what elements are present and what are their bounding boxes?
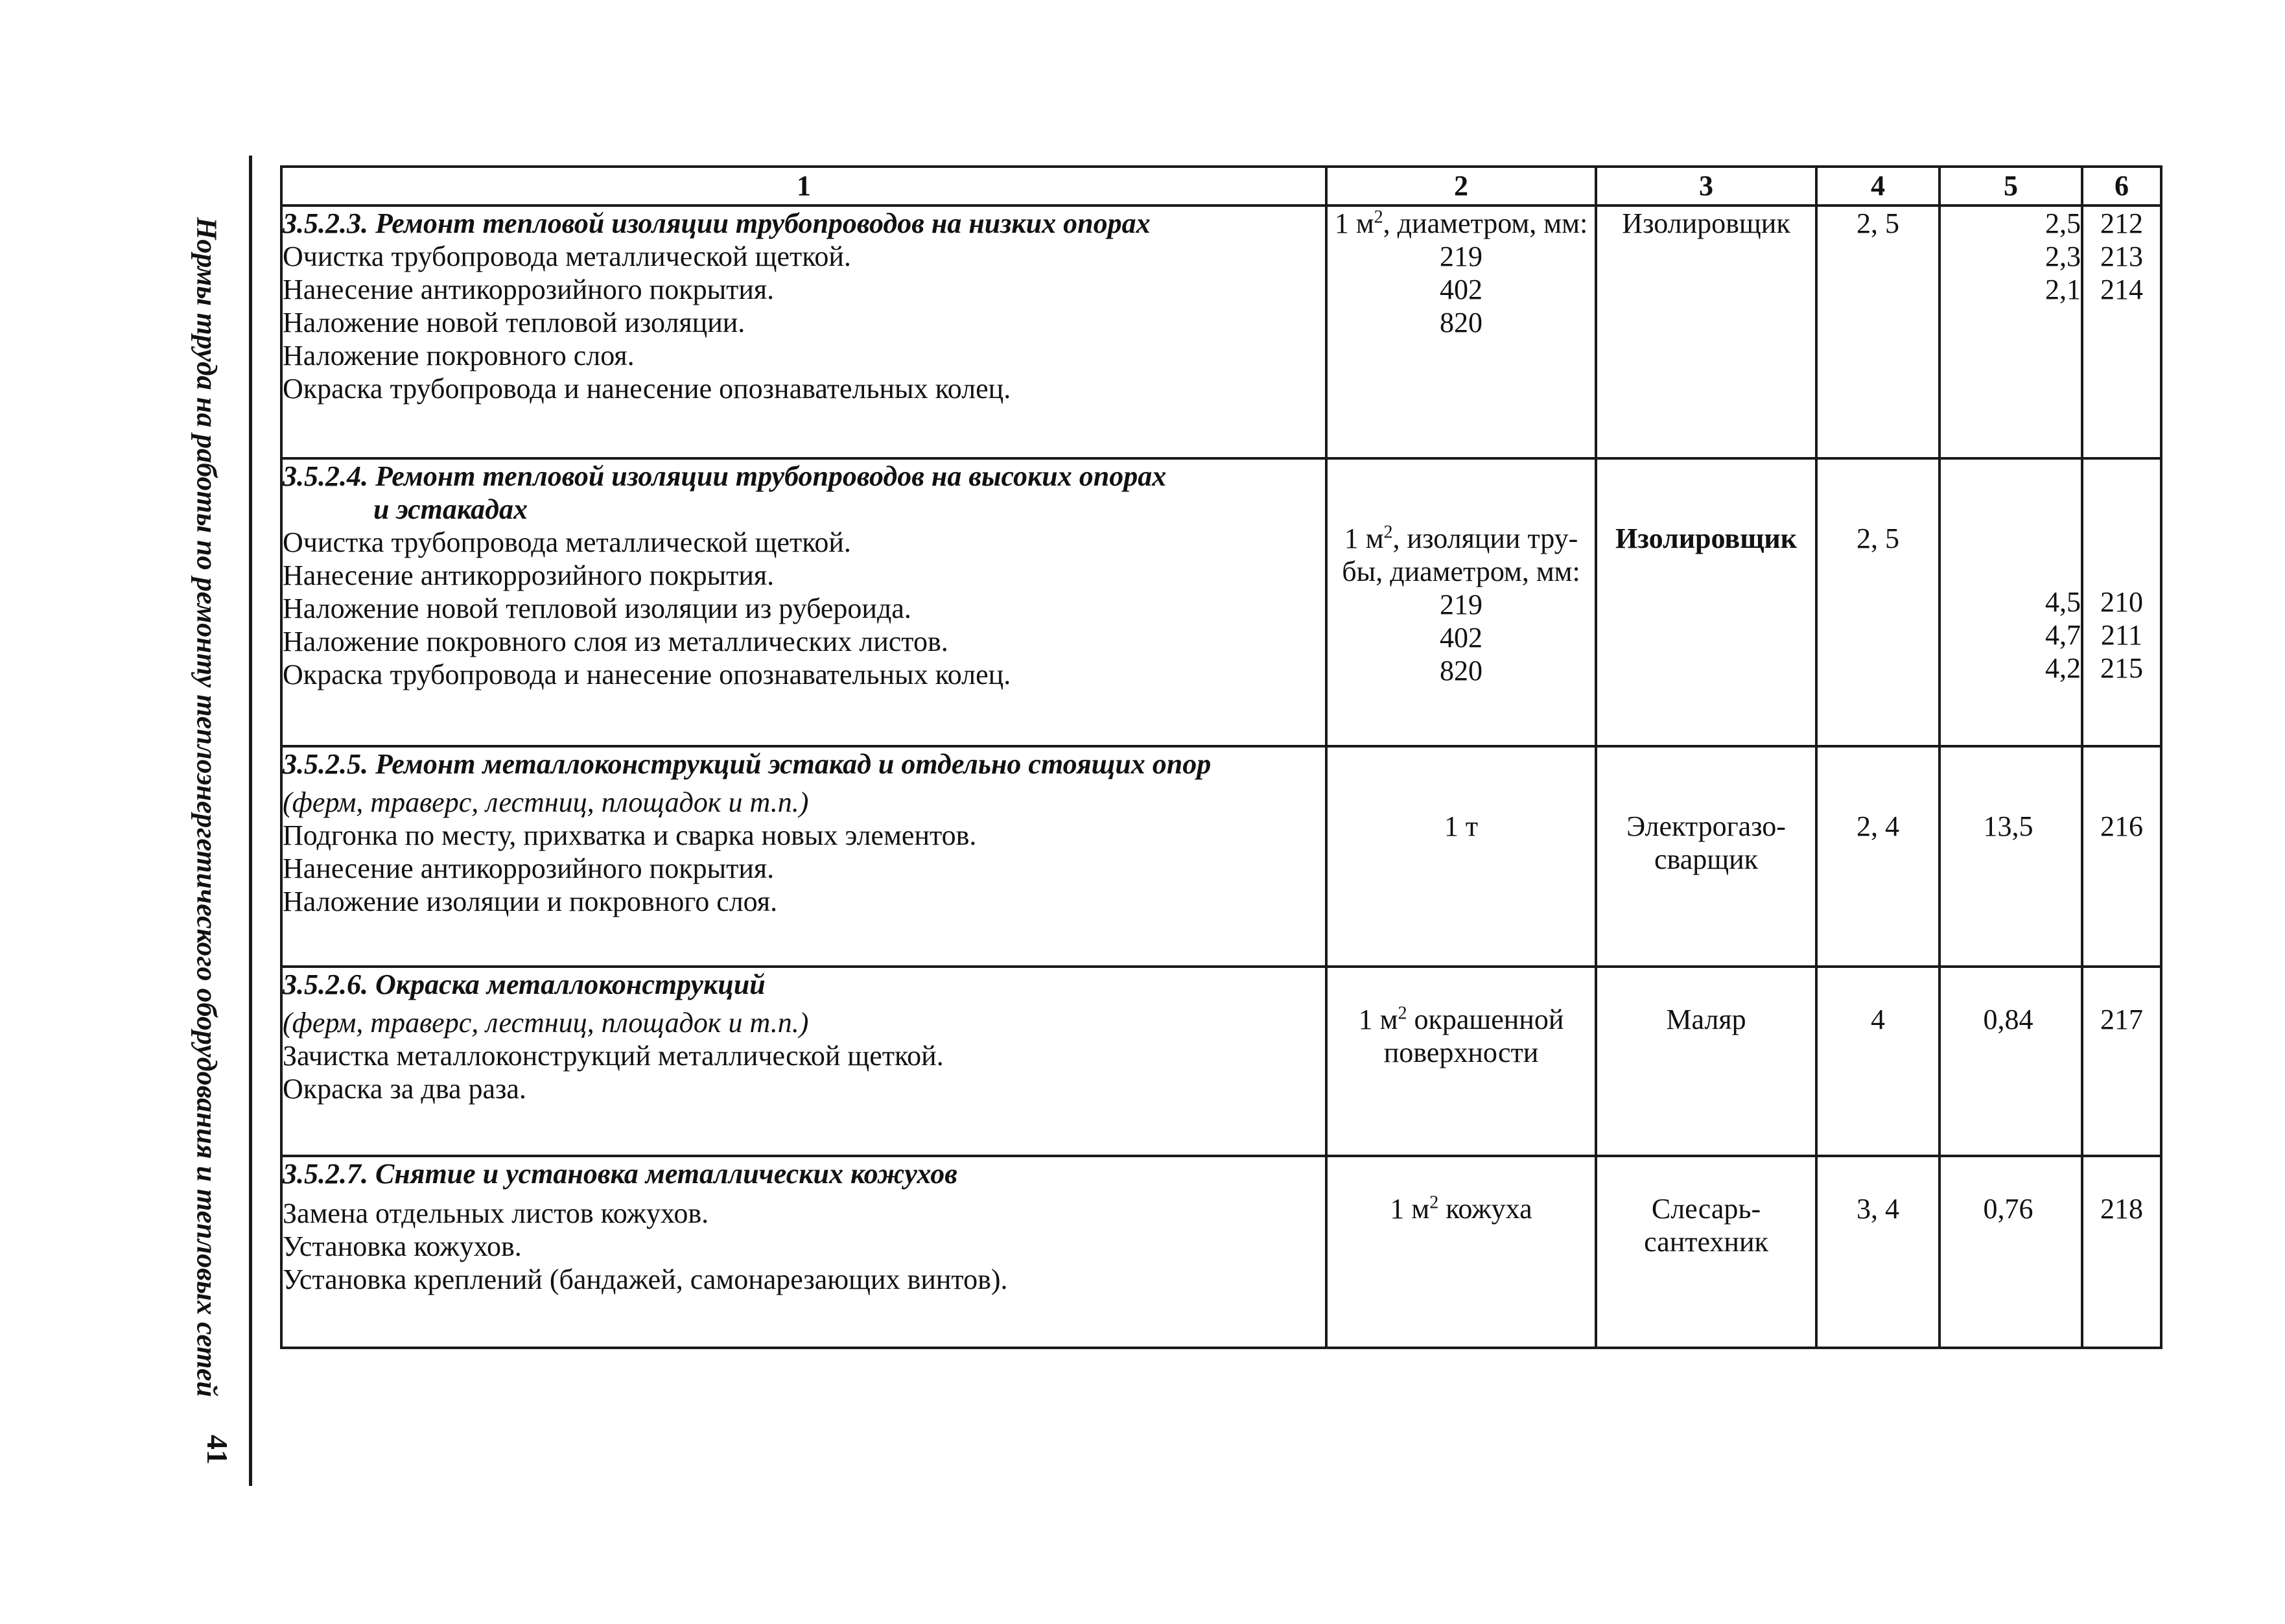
table-row bbox=[281, 458, 2161, 746]
diameter-value: 219 bbox=[1440, 241, 1482, 273]
norm-cell bbox=[1939, 206, 2082, 458]
section-note: (ферм, траверс, лестниц, площадок и т.п.) bbox=[283, 1007, 809, 1039]
step-item: Очистка трубопровода металлической щеткой. bbox=[283, 241, 851, 273]
step-item: Наложение покровного слоя из металлических листов. bbox=[283, 626, 948, 658]
section-title: 3.5.2.7. Снятие и установка металлических кожухов bbox=[283, 1158, 957, 1190]
work-description bbox=[281, 967, 1326, 1156]
step-item: Подгонка по месту, прихватка и сварка новых элементов. bbox=[283, 819, 977, 852]
step-item: Зачистка металлоконструкций металлической щеткой. bbox=[283, 1040, 944, 1072]
grade-cell: 4 bbox=[1816, 967, 1939, 1156]
number-cell bbox=[2082, 206, 2161, 458]
table-row bbox=[281, 1156, 2161, 1348]
grade-cell: 3, 4 bbox=[1816, 1156, 1939, 1348]
number-cell bbox=[2082, 458, 2161, 746]
norm-cell bbox=[1939, 1156, 2082, 1348]
step-item: Замена отдельных листов кожухов. bbox=[283, 1197, 709, 1230]
unit-text: 1 $м^2$, диаметром, мм: bbox=[1334, 207, 1588, 239]
unit-cell bbox=[1326, 458, 1596, 746]
column-header: 2 bbox=[1326, 167, 1596, 206]
number-cell bbox=[2082, 746, 2161, 967]
norm-number: 210 bbox=[2100, 586, 2143, 618]
step-item: Окраска трубопровода и нанесение опознавательных колец. bbox=[283, 373, 1011, 405]
norm-number: 213 bbox=[2100, 241, 2143, 273]
step-item: Нанесение антикоррозийного покрытия. bbox=[283, 274, 775, 306]
worker-cell: Электрогазо-сварщик bbox=[1596, 746, 1816, 967]
norm-number: 218 bbox=[2100, 1193, 2143, 1225]
work-description bbox=[281, 458, 1326, 746]
grade-cell: 2, 5 bbox=[1816, 206, 1939, 458]
unit-cell bbox=[1326, 1156, 1596, 1348]
norm-value: 0,76 bbox=[1983, 1193, 2033, 1225]
section-title: 3.5.2.5. Ремонт металлоконструкций эстакад и отдельно стоящих опор bbox=[283, 748, 1212, 780]
step-item: Очистка трубопровода металлической щеткой. bbox=[283, 526, 851, 559]
norm-value: 0,84 bbox=[1983, 1004, 2033, 1035]
grade-cell: 2, 4 bbox=[1816, 746, 1939, 967]
grade-cell: 2, 5 bbox=[1816, 458, 1939, 746]
worker-cell: Маляр bbox=[1596, 967, 1816, 1156]
diameter-value: 820 bbox=[1440, 307, 1482, 339]
norm-number: 215 bbox=[2100, 652, 2143, 685]
column-header: 6 bbox=[2082, 167, 2161, 206]
unit-text: 1 $м^2$ окрашенной поверхности bbox=[1358, 1003, 1564, 1069]
diameter-value: 820 bbox=[1440, 655, 1482, 687]
unit-text: 1 $м^2$ кожуха bbox=[1390, 1192, 1532, 1225]
worker-cell: Изолировщик bbox=[1596, 458, 1816, 746]
norm-number: 216 bbox=[2100, 810, 2143, 842]
work-description bbox=[281, 746, 1326, 967]
section-title: 3.5.2.6. Окраска металлоконструкций bbox=[283, 969, 766, 1000]
step-item: Наложение новой тепловой изоляции из рубероида. bbox=[283, 593, 911, 625]
number-cell bbox=[2082, 967, 2161, 1156]
table-row bbox=[281, 967, 2161, 1156]
unit-text: 1 т bbox=[1444, 810, 1479, 842]
step-item: Установка креплений (бандажей, самонарезающих винтов). bbox=[283, 1264, 1008, 1296]
running-title: Нормы труда на работы по ремонту теплоэнергетического оборудования и тепловых сетей bbox=[191, 217, 223, 1397]
norm-value: 2,3 bbox=[2045, 241, 2081, 273]
norm-number: 211 bbox=[2100, 619, 2143, 652]
worker-cell: Изолировщик bbox=[1596, 206, 1816, 458]
column-header: 3 bbox=[1596, 167, 1816, 206]
step-item: Нанесение антикоррозийного покрытия. bbox=[283, 853, 775, 885]
norm-cell bbox=[1939, 458, 2082, 746]
unit-cell bbox=[1326, 206, 1596, 458]
norm-value: 4,5 bbox=[2045, 586, 2081, 618]
margin-rule bbox=[249, 156, 252, 1486]
norm-number: 217 bbox=[2100, 1004, 2143, 1035]
number-cell bbox=[2082, 1156, 2161, 1348]
norm-value: 4,2 bbox=[2045, 652, 2081, 685]
section-title: 3.5.2.3. Ремонт тепловой изоляции трубопроводов на низких опорах bbox=[283, 207, 1151, 239]
work-description bbox=[281, 206, 1326, 458]
step-item: Нанесение антикоррозийного покрытия. bbox=[283, 559, 775, 592]
page-number: 41 bbox=[201, 1435, 235, 1465]
unit-text: 1 $м^2$, изоляции тру-бы, диаметром, мм: bbox=[1342, 522, 1580, 588]
table-row bbox=[281, 206, 2161, 458]
diameter-value: 402 bbox=[1440, 622, 1482, 654]
worker-cell: Слесарь-сантехник bbox=[1596, 1156, 1816, 1348]
section-title: 3.5.2.4. Ремонт тепловой изоляции трубопроводов на высоких опорах и эстакадах bbox=[283, 460, 1167, 526]
side-title-container bbox=[171, 214, 242, 1400]
norm-value: 2,5 bbox=[2045, 207, 2081, 239]
norm-value: 13,5 bbox=[1983, 810, 2033, 842]
step-item: Наложение новой тепловой изоляции. bbox=[283, 307, 745, 339]
step-item: Окраска трубопровода и нанесение опознавательных колец. bbox=[283, 659, 1011, 691]
column-header: 5 bbox=[1939, 167, 2082, 206]
diameter-value: 219 bbox=[1440, 589, 1482, 621]
step-item: Окраска за два раза. bbox=[283, 1073, 526, 1105]
norms-table bbox=[280, 165, 2162, 1349]
norm-value: 2,1 bbox=[2045, 274, 2081, 306]
column-header: 4 bbox=[1816, 167, 1939, 206]
norm-cell bbox=[1939, 967, 2082, 1156]
step-item: Наложение покровного слоя. bbox=[283, 340, 635, 372]
work-description bbox=[281, 1156, 1326, 1348]
unit-cell bbox=[1326, 967, 1596, 1156]
table-row bbox=[281, 746, 2161, 967]
norm-number: 212 bbox=[2100, 207, 2143, 239]
section-note: (ферм, траверс, лестниц, площадок и т.п.) bbox=[283, 786, 809, 819]
step-item: Установка кожухов. bbox=[283, 1230, 522, 1263]
norm-cell bbox=[1939, 746, 2082, 967]
norm-number: 214 bbox=[2100, 274, 2143, 306]
column-header: 1 bbox=[281, 167, 1326, 206]
norm-value: 4,7 bbox=[2045, 619, 2081, 652]
step-item: Наложение изоляции и покровного слоя. bbox=[283, 886, 778, 918]
header-row bbox=[281, 167, 2161, 206]
unit-cell bbox=[1326, 746, 1596, 967]
diameter-value: 402 bbox=[1440, 274, 1482, 306]
